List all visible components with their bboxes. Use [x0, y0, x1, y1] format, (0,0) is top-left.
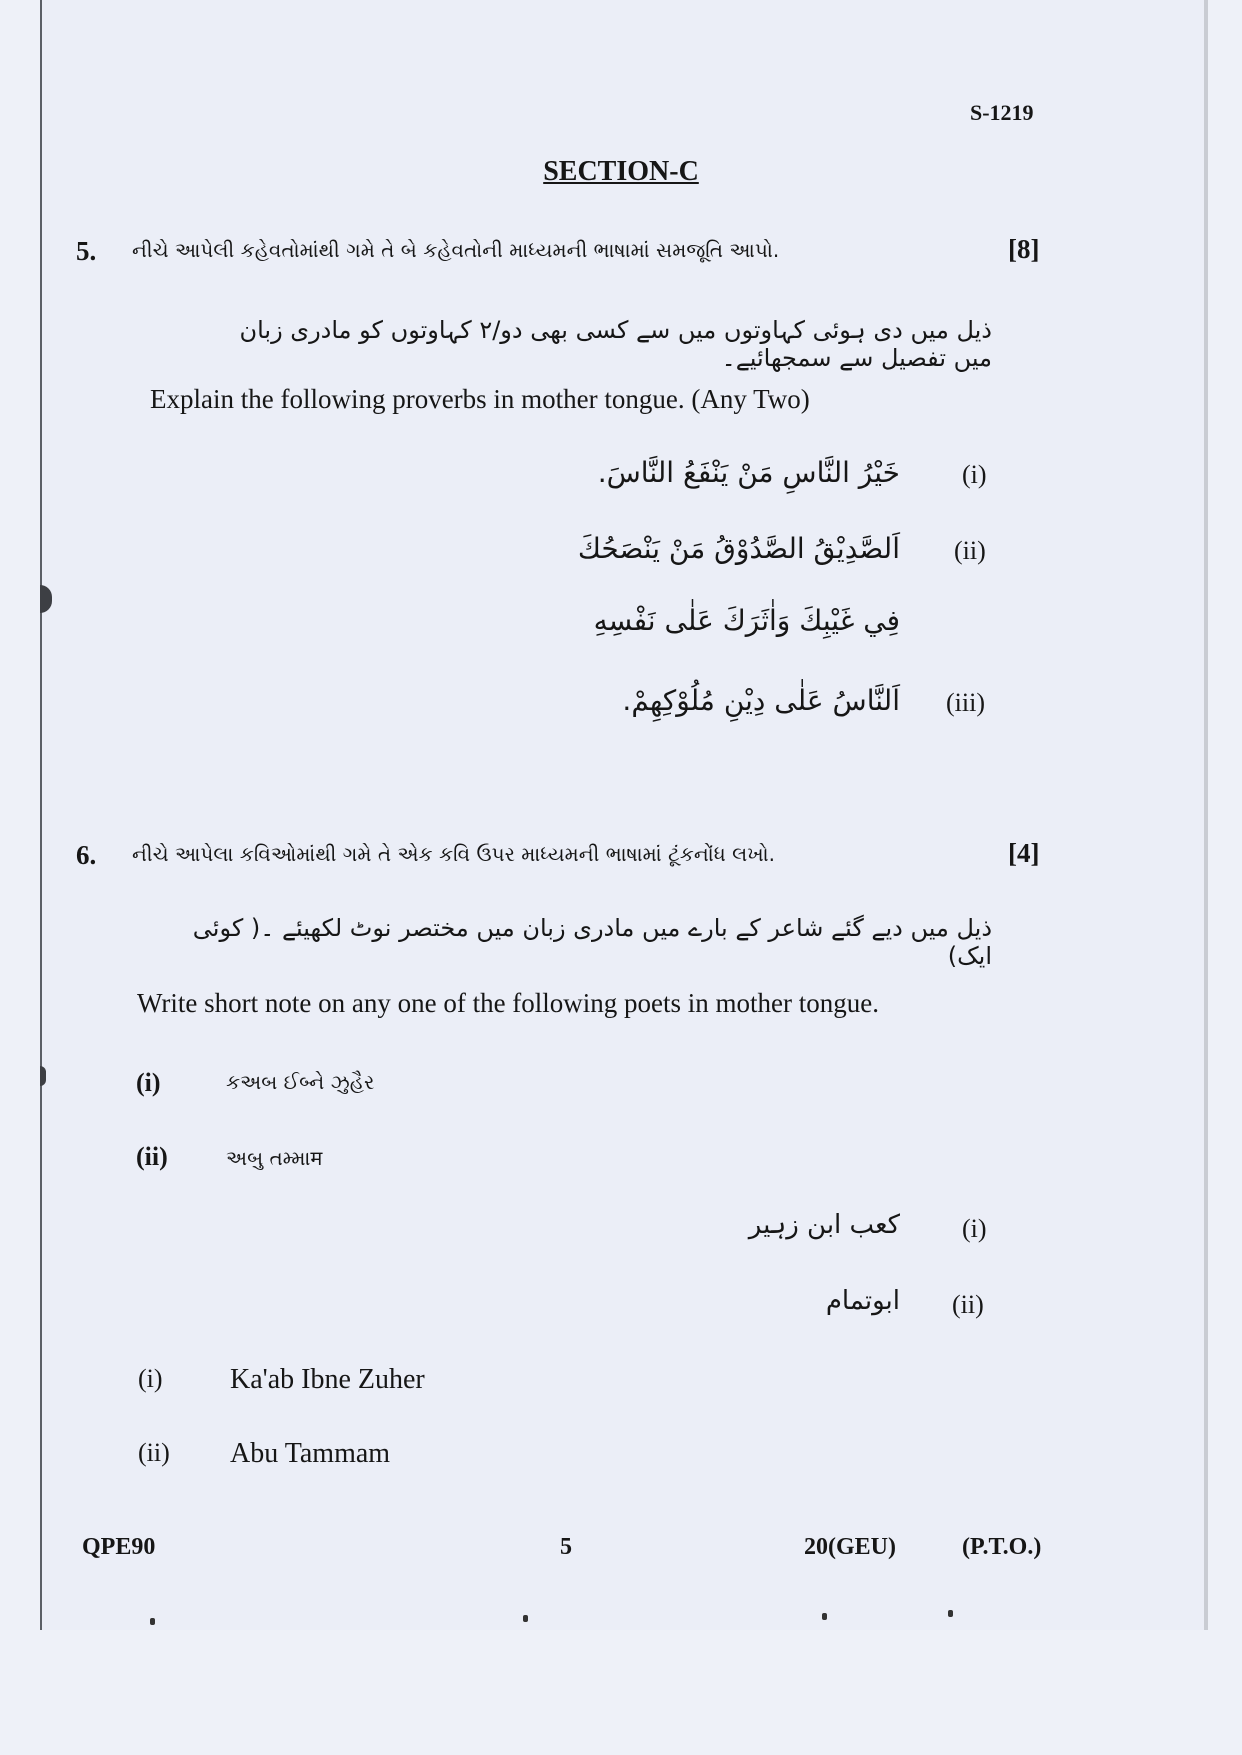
instruction-gujarati: નીચે આપેલા કવિઓમાંથી ગમે તે એક કવિ ઉપર માધ્યમની ભાષામાં ટૂંકનોંધ લખો.	[132, 842, 775, 866]
item-number: (ii)	[138, 1438, 170, 1467]
proverb-text: اَلصَّدِيْقُ الصَّدُوْقُ مَنْ يَنْصَحُكَ	[577, 532, 900, 565]
instruction-gujarati: નીચે આપેલી કહેવતોમાંથી ગમે તે બે કહેવતોની માધ્યમની ભાષામાં સમજૂતિ આપો.	[132, 238, 780, 262]
marks: [8]	[1008, 234, 1040, 264]
poet-name-urdu: ابوتمام	[825, 1286, 900, 1316]
marks: [4]	[1008, 838, 1040, 868]
proverb-text: اَلنَّاسُ عَلٰى دِيْنِ مُلُوْكِهِمْ.	[622, 684, 900, 717]
instruction-urdu: ذیل میں دی ہوئی کہاوتوں میں سے کسی بھی دو/۲ کہاوتوں کو مادری زبان میں تفصیل سے سمجھائیے۔	[239, 316, 992, 372]
instruction-english: Explain the following proverbs in mother tongue. (Any Two)	[150, 384, 810, 414]
print-mark	[948, 1610, 953, 1617]
binding-hole	[40, 1066, 46, 1086]
section-title: SECTION-C	[543, 156, 699, 187]
print-mark	[822, 1613, 827, 1620]
footer-paper-id: QPE90	[82, 1534, 156, 1560]
proverb-continuation: فِي غَيْبِكَ وَاٰثَرَكَ عَلٰى نَفْسِهِ	[593, 604, 900, 637]
poet-name-gujarati: કઅબ ઈબ્ને ઝુહૈર	[226, 1070, 375, 1094]
item-number: (ii)	[136, 1142, 168, 1171]
footer-pto: (P.T.O.)	[962, 1534, 1042, 1560]
instruction-english: Write short note on any one of the following poets in mother tongue.	[137, 988, 880, 1018]
proverb-text: خَيْرُ النَّاسِ مَنْ يَنْفَعُ النَّاسَ.	[597, 456, 900, 489]
poet-name-english: Ka'ab Ibne Zuher	[230, 1364, 425, 1395]
item-number: (i)	[962, 460, 987, 489]
poet-name-gujarati: અબુ તમ્માम	[226, 1146, 323, 1170]
footer-code: 20(GEU)	[804, 1534, 896, 1560]
question-number: 5.	[76, 236, 97, 266]
print-mark	[523, 1615, 528, 1622]
item-number: (i)	[138, 1364, 163, 1393]
poet-name-english: Abu Tammam	[230, 1438, 391, 1469]
item-number: (ii)	[954, 536, 986, 565]
instruction-urdu: ذیل میں دیے گئے شاعر کے بارے میں مادری زبان میں مختصر نوٹ لکھیئے ۔( کوئی ایک)	[192, 914, 992, 970]
print-mark	[150, 1618, 155, 1625]
item-number: (i)	[962, 1214, 987, 1243]
paper-code: S-1219	[970, 100, 1034, 125]
item-number: (i)	[136, 1068, 161, 1097]
poet-name-urdu: کعب ابن زہیر	[748, 1210, 900, 1240]
item-number: (iii)	[946, 688, 985, 717]
page-number: 5	[560, 1534, 572, 1560]
item-number: (ii)	[952, 1290, 984, 1319]
question-number: 6.	[76, 840, 97, 870]
